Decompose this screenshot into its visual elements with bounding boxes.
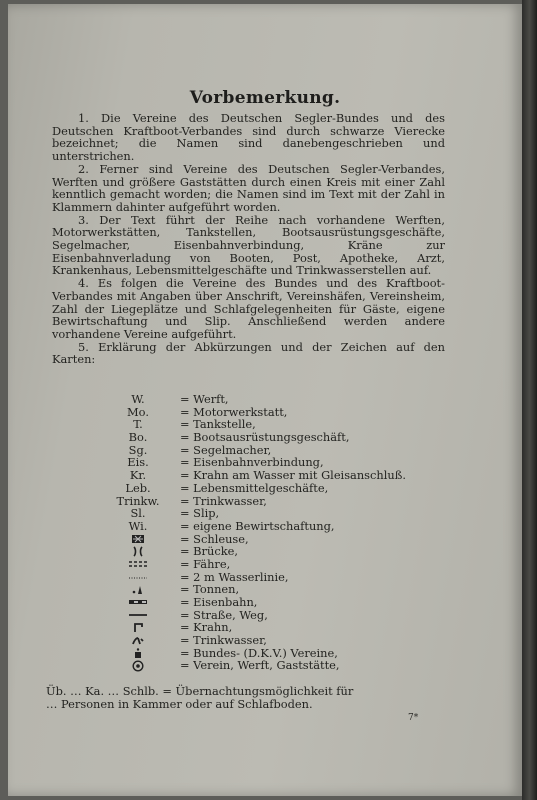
legend-desc: = eigene Bewirtschaftung, — [180, 520, 335, 533]
footer-line-2: … Personen in Kammer oder auf Schlafboden. — [46, 696, 313, 711]
ferry-icon — [96, 558, 180, 571]
legend-desc: = Krahn, — [180, 621, 232, 634]
legend-row — [96, 621, 496, 634]
legend-abbr: T. — [133, 417, 143, 432]
buoy-icon — [96, 583, 180, 596]
legend-desc: = Schleuse, — [180, 533, 249, 546]
water-tap-icon — [96, 634, 180, 647]
legend-desc: = Segelmacher, — [180, 444, 271, 457]
paragraph-5: 5. Erklärung der Abkürzungen und der Zeichen auf den Karten: — [52, 339, 445, 367]
legend-desc: = Straße, Weg, — [180, 609, 268, 622]
legend-desc: = Bootsausrüstungsgeschäft, — [180, 431, 349, 444]
abbreviation-legend — [96, 393, 496, 672]
circle-number-icon — [96, 659, 180, 672]
paragraph-2: 2. Ferner sind Vereine des Deutschen Segler-Verbandes, Werften und größere Gaststätten durch einen Kreis mit einer Zahl kenntlich gemacht worden; die Namen sind im Text mit der Zahl in Klammern dahinter aufgeführt worden. — [52, 161, 445, 214]
legend-desc: = Slip, — [180, 507, 219, 520]
legend-desc: = Lebensmittelgeschäfte, — [180, 482, 328, 495]
legend-abbr: Leb. — [125, 480, 151, 495]
legend-abbr: W. — [131, 392, 145, 406]
legend-abbr: Kr. — [129, 468, 147, 483]
legend-row — [96, 495, 496, 508]
legend-desc: = Krahn am Wasser mit Gleisanschluß. — [180, 469, 406, 482]
legend-row — [96, 583, 496, 596]
legend-row — [96, 469, 496, 482]
legend-desc: = Tonnen, — [180, 583, 239, 596]
legend-desc: = Bundes- (D.K.V.) Vereine, — [180, 647, 338, 660]
preface-text — [52, 112, 445, 366]
legend-row — [96, 596, 496, 609]
legend-row — [96, 393, 496, 406]
legend-row — [96, 571, 496, 584]
legend-desc: = 2 m Wasserlinie, — [180, 571, 288, 584]
legend-desc: = Eisenbahn, — [180, 596, 257, 609]
legend-row — [96, 406, 496, 419]
legend-abbr: Eis. — [127, 455, 149, 470]
book-spine — [522, 0, 537, 800]
legend-desc: = Trinkwasser, — [180, 495, 267, 508]
footer-note — [46, 685, 446, 710]
legend-row — [96, 520, 496, 533]
legend-row — [96, 507, 496, 520]
legend-row — [96, 482, 496, 495]
paragraph-4: 4. Es folgen die Vereine des Bundes und des Kraftboot-Verbandes mit Angaben über Anschrift, Vereinshäfen, Vereinsheim, Zahl der Liegeplätze und Schlafgelegenheiten für Gäste, eigene Bewirtschaftung und Slip. Anschließend werden andere vorhandene Vereine aufgeführt. — [52, 276, 445, 341]
legend-row — [96, 431, 496, 444]
legend-desc: = Brücke, — [180, 545, 238, 558]
footer-line-1: Üb. … Ka. … Schlb. = Übernachtungsmöglichkeit für — [46, 684, 354, 698]
bridge-icon — [96, 545, 180, 558]
legend-row — [96, 533, 496, 546]
page-number: 7* — [408, 713, 419, 723]
legend-desc: = Fähre, — [180, 558, 230, 571]
sluice-icon — [96, 533, 180, 546]
legend-desc: = Werft, — [180, 393, 229, 406]
legend-abbr: Trinkw. — [116, 493, 160, 508]
club-square-icon — [96, 647, 180, 660]
legend-row — [96, 545, 496, 558]
legend-desc: = Tankstelle, — [180, 418, 256, 431]
legend-row — [96, 659, 496, 672]
legend-row — [96, 558, 496, 571]
road-icon — [96, 609, 180, 622]
legend-desc: = Eisenbahnverbindung, — [180, 456, 324, 469]
railway-icon — [96, 596, 180, 609]
paragraph-1: 1. Die Vereine des Deutschen Segler-Bundes und des Deutschen Kraftboot-Verbandes sind durch schwarze Vierecke bezeichnet; die Namen sind danebengeschrieben und unterstrichen. — [52, 111, 445, 164]
paragraph-3: 3. Der Text führt der Reihe nach vorhandene Werften, Motorwerkstätten, Tankstellen, Bootsausrüstungsgeschäfte, Segelmacher, Eisenbahnverbindung, Kräne zur Eisenbahnverladung von Booten, Post, Apotheke, Arzt, Krankenhaus, Lebensmittelgeschäfte und Trinkwasserstellen auf. — [52, 212, 445, 278]
legend-abbr: Mo. — [127, 404, 149, 419]
legend-desc: = Verein, Werft, Gaststätte, — [180, 659, 340, 672]
legend-desc: = Trinkwasser, — [180, 634, 267, 647]
crane-icon — [96, 621, 180, 634]
legend-abbr: Sg. — [128, 442, 148, 457]
legend-abbr: Sl. — [130, 506, 146, 521]
legend-abbr: Wi. — [128, 518, 148, 533]
legend-abbr: Bo. — [128, 430, 148, 445]
page-title: Vorbemerkung. — [189, 88, 341, 108]
waterline-icon — [96, 571, 180, 584]
legend-desc: = Motorwerkstatt, — [180, 406, 287, 419]
legend-row — [96, 634, 496, 647]
legend-row — [96, 609, 496, 622]
